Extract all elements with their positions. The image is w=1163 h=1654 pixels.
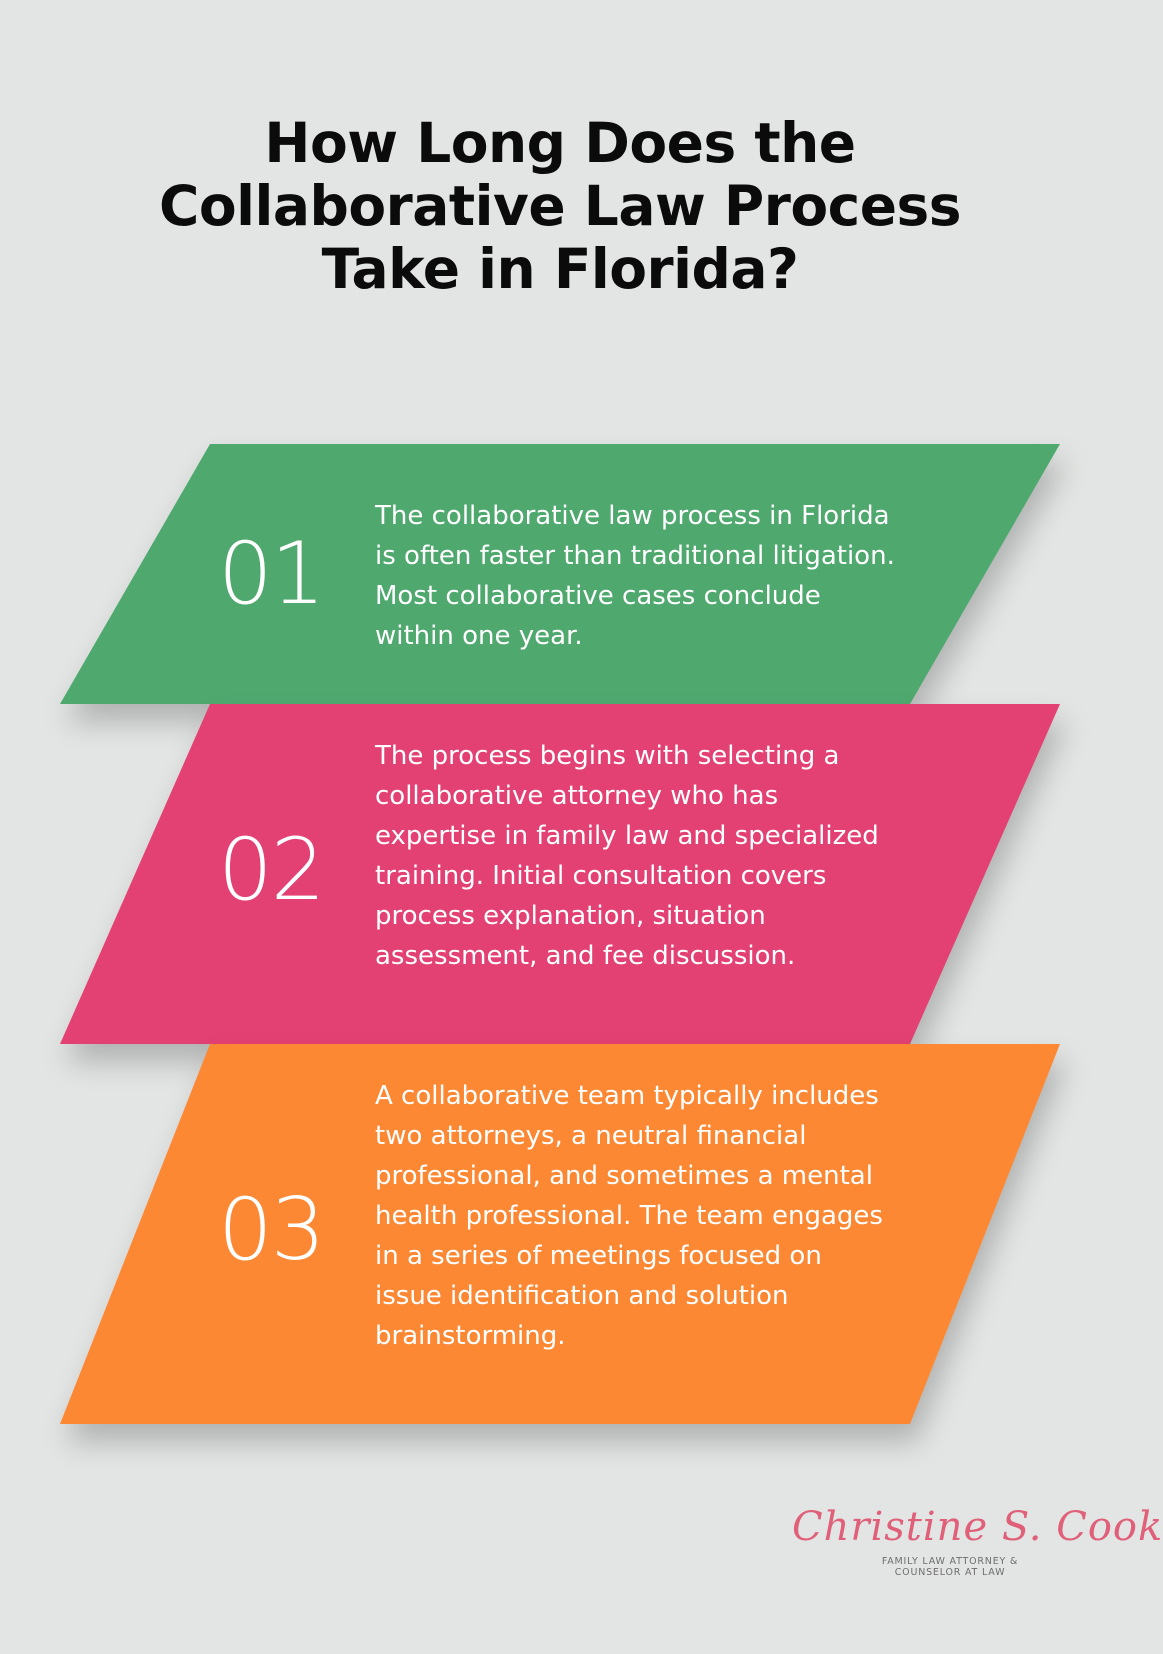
title-line-1: How Long Does the	[264, 111, 856, 175]
title-line-2: Collaborative Law Process	[158, 174, 962, 238]
step-3	[0, 1044, 1120, 1424]
step-1-text: The collaborative law process in Florida is often faster than traditional litigation. Most collaborative cases conclude within one year.	[375, 501, 895, 651]
step-2-text: The process begins with selecting a collaborative attorney who has expertise in family law and specialized training. Initial consultation covers process explanation, situation assessment, and fee discussion.	[375, 741, 879, 971]
step-2-number: 02	[218, 820, 324, 920]
step-3-text: A collaborative team typically includes two attorneys, a neutral financial professional, and sometimes a mental health professional. The team engages in a series of meetings focused on issue identification and solution brainstorming.	[375, 1081, 883, 1351]
logo-tagline-line-2: COUNSELOR AT LAW	[894, 1567, 1006, 1578]
step-2	[0, 704, 1120, 1044]
logo-tagline	[850, 1556, 1050, 1578]
logo-tagline-line-1: FAMILY LAW ATTORNEY &	[881, 1556, 1019, 1567]
step-3-number: 03	[218, 1180, 324, 1280]
logo-signature: Christine S. Cook	[792, 1504, 1163, 1550]
title-line-3: Take in Florida?	[321, 237, 799, 301]
step-1	[0, 444, 1120, 704]
step-1-number: 01	[218, 524, 324, 624]
brand-logo	[782, 1504, 1163, 1594]
